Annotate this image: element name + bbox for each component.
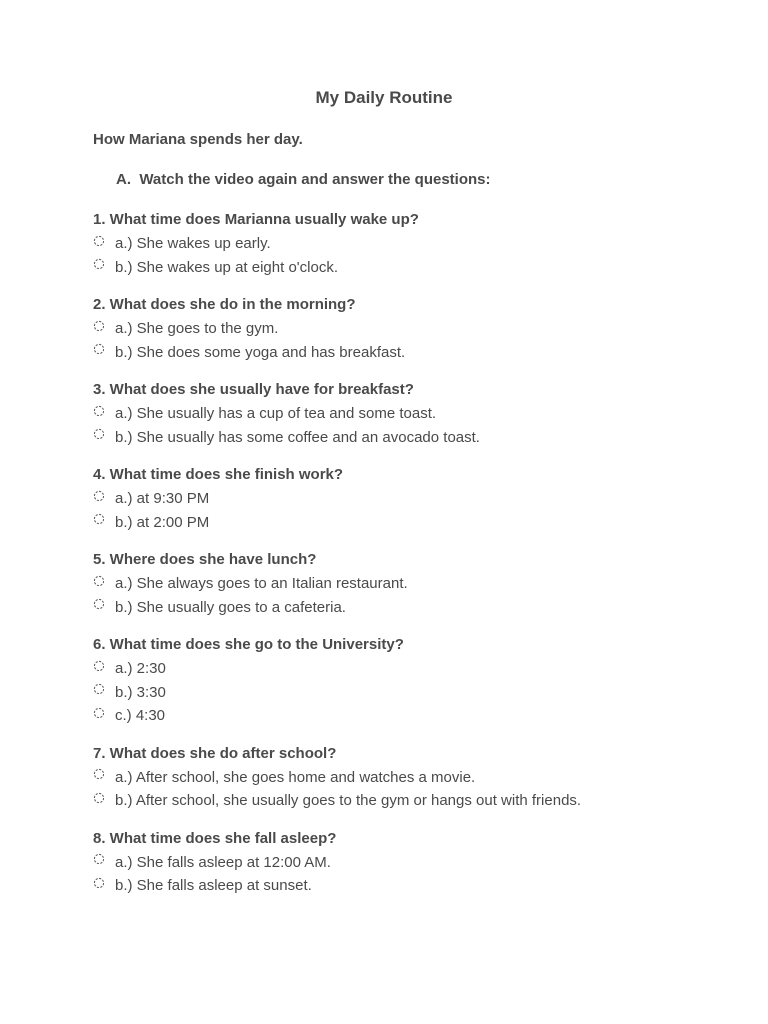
radio-unchecked-icon[interactable] [93, 575, 105, 587]
option-label: a.) She falls asleep at 12:00 AM. [115, 853, 331, 871]
radio-unchecked-icon[interactable] [93, 428, 105, 440]
question-6 [93, 635, 733, 728]
question-list [93, 210, 733, 914]
answer-option[interactable] [93, 704, 733, 728]
option-label: b.) After school, she usually goes to the gym or hangs out with friends. [115, 792, 582, 810]
option-label: a.) 2:30 [115, 660, 166, 678]
answer-option[interactable] [93, 766, 733, 790]
answer-option[interactable] [93, 572, 733, 596]
option-label: a.) She usually has a cup of tea and some toast. [115, 405, 437, 423]
question-text: 4. What time does she finish work? [93, 466, 344, 483]
subtitle: How Mariana spends her day. [93, 131, 303, 148]
option-label: b.) She usually goes to a cafeteria. [115, 598, 346, 616]
option-label: a.) She wakes up early. [115, 235, 271, 253]
answer-option[interactable] [93, 874, 733, 898]
radio-unchecked-icon[interactable] [93, 707, 105, 719]
answer-option[interactable] [93, 317, 733, 341]
answer-option[interactable] [93, 657, 733, 681]
question-1 [93, 210, 733, 279]
question-3 [93, 380, 733, 449]
question-8 [93, 829, 733, 898]
radio-unchecked-icon[interactable] [93, 258, 105, 270]
radio-unchecked-icon[interactable] [93, 683, 105, 695]
answer-option[interactable] [93, 681, 733, 705]
option-label: a.) at 9:30 PM [115, 490, 210, 508]
answer-option[interactable] [93, 402, 733, 426]
option-label: a.) She always goes to an Italian restaurant. [115, 575, 408, 593]
option-label: b.) She wakes up at eight o'clock. [115, 258, 338, 276]
radio-unchecked-icon[interactable] [93, 660, 105, 672]
question-text: 8. What time does she fall asleep? [93, 829, 337, 847]
option-label: a.) After school, she goes home and watches a movie. [115, 768, 476, 786]
answer-option[interactable] [93, 232, 733, 256]
question-text: 7. What does she do after school? [93, 744, 337, 762]
option-label: b.) She usually has some coffee and an avocado toast. [115, 428, 480, 446]
answer-option[interactable] [93, 789, 733, 813]
option-label: a.) She goes to the gym. [115, 320, 279, 338]
question-text: 3. What does she usually have for breakfast? [93, 381, 414, 398]
question-7 [93, 744, 733, 813]
option-label: b.) 3:30 [115, 683, 166, 701]
answer-option[interactable] [93, 511, 733, 535]
radio-unchecked-icon[interactable] [93, 343, 105, 355]
question-text: 1. What time does Marianna usually wake up? [93, 211, 419, 228]
radio-unchecked-icon[interactable] [93, 768, 105, 780]
question-5 [93, 550, 733, 619]
answer-option[interactable] [93, 341, 733, 365]
option-label: c.) 4:30 [115, 707, 166, 725]
instruction: A. Watch the video again and answer the questions: [116, 171, 491, 188]
answer-option[interactable] [93, 487, 733, 511]
radio-unchecked-icon[interactable] [93, 877, 105, 889]
answer-option[interactable] [93, 596, 733, 620]
answer-option[interactable] [93, 426, 733, 450]
option-label: b.) She falls asleep at sunset. [115, 877, 312, 895]
radio-unchecked-icon[interactable] [93, 320, 105, 332]
question-text: 5. Where does she have lunch? [93, 551, 317, 568]
page-title: My Daily Routine [315, 88, 453, 107]
radio-unchecked-icon[interactable] [93, 792, 105, 804]
question-text: 2. What does she do in the morning? [93, 296, 356, 313]
radio-unchecked-icon[interactable] [93, 405, 105, 417]
radio-unchecked-icon[interactable] [93, 853, 105, 865]
question-text: 6. What time does she go to the University? [93, 636, 404, 653]
question-2 [93, 295, 733, 364]
answer-option[interactable] [93, 851, 733, 875]
radio-unchecked-icon[interactable] [93, 513, 105, 525]
option-label: b.) at 2:00 PM [115, 513, 210, 531]
radio-unchecked-icon[interactable] [93, 598, 105, 610]
option-label: b.) She does some yoga and has breakfast. [115, 343, 406, 361]
radio-unchecked-icon[interactable] [93, 235, 105, 247]
radio-unchecked-icon[interactable] [93, 490, 105, 502]
answer-option[interactable] [93, 256, 733, 280]
question-4 [93, 465, 733, 534]
